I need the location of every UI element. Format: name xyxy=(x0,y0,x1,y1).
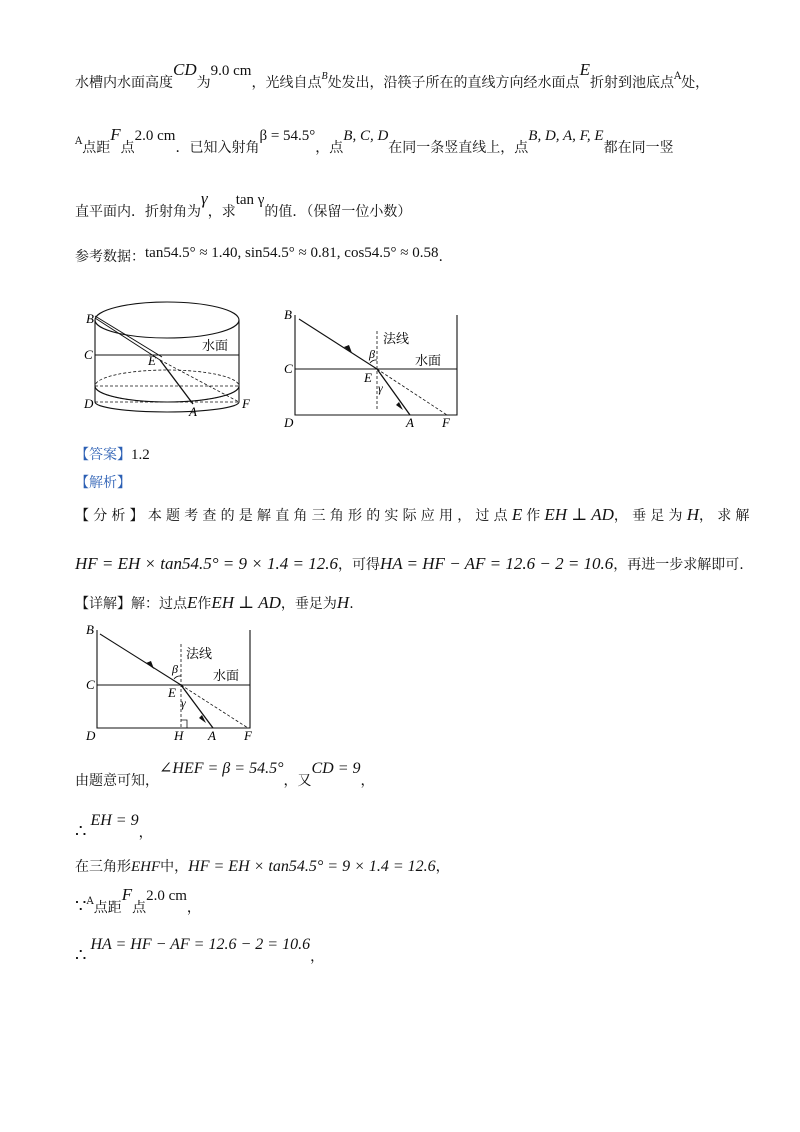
label-e: E xyxy=(364,370,372,385)
math: E xyxy=(187,593,198,612)
math: 2.0 cm xyxy=(134,128,176,144)
therefore-symbol: ∴ xyxy=(75,945,87,966)
math: EH = 9 xyxy=(90,812,139,829)
math: B xyxy=(321,71,328,82)
text: . xyxy=(438,249,443,265)
text: ， xyxy=(186,900,201,916)
label-water: 水面 xyxy=(202,338,229,353)
math: A xyxy=(75,136,83,147)
cross-section-figure xyxy=(282,305,467,435)
label-b: B xyxy=(284,307,292,322)
answer-value: 1.2 xyxy=(131,447,150,463)
text: ，垂足为 xyxy=(280,596,337,612)
math: EH ⊥ AD xyxy=(544,505,614,524)
detail-step-2 xyxy=(75,812,153,843)
math: HF = EH × tan54.5° = 9 × 1.4 = 12.6 xyxy=(75,554,338,573)
text: 点距 xyxy=(93,900,122,916)
text: 点 xyxy=(120,140,135,156)
label-b: B xyxy=(86,622,94,637)
text: ，垂足为 xyxy=(613,508,687,524)
analysis-line xyxy=(75,473,131,493)
text: ，光线自点 xyxy=(251,75,322,91)
text: 点 xyxy=(132,900,147,916)
detail-step-5 xyxy=(75,936,325,967)
math: HA = HF − AF = 12.6 − 2 = 10.6 xyxy=(90,936,311,953)
label-normal: 法线 xyxy=(186,646,213,661)
text: ， xyxy=(435,859,450,875)
detail-step-1 xyxy=(75,760,375,791)
label-f: F xyxy=(244,728,252,743)
text: 解：过点 xyxy=(131,596,187,612)
text: 中， xyxy=(160,859,189,875)
text: ，又 xyxy=(283,773,312,789)
label-a: A xyxy=(189,404,197,419)
text: 处发出，沿筷子所在的直线方向经水面点 xyxy=(327,75,580,91)
text: 直平面内．折射角为 xyxy=(75,204,201,220)
label-a: A xyxy=(208,728,216,743)
math: 2.0 cm xyxy=(146,888,187,904)
text: 点距 xyxy=(82,140,111,156)
label-water: 水面 xyxy=(213,668,240,683)
detail-label: 【详解】 xyxy=(75,596,131,612)
text: 在同一条竖直线上，点 xyxy=(388,140,529,156)
text: . xyxy=(349,596,354,612)
text: 水槽内水面高度 xyxy=(75,75,173,91)
text: ，可得 xyxy=(337,557,380,573)
fenxi-line-2 xyxy=(75,554,744,575)
math: 9.0 cm xyxy=(210,63,252,79)
fenxi-label: 【分析】 xyxy=(75,508,148,524)
text: 本题考查的是解直角三角形的实际应用，过点 xyxy=(147,508,512,524)
math: EH ⊥ AD xyxy=(211,593,281,612)
text: 在三角形 xyxy=(75,859,131,875)
text: 处， xyxy=(681,75,710,91)
text: ， xyxy=(360,773,375,789)
problem-line-2 xyxy=(75,125,674,160)
text: 为 xyxy=(196,75,211,91)
answer-label: 【答案】 xyxy=(75,447,131,463)
reference-data xyxy=(75,247,443,267)
text: 折射到池底点 xyxy=(589,75,674,91)
text: 由题意可知， xyxy=(75,773,159,789)
solution-figure xyxy=(82,622,277,750)
math: B, C, D xyxy=(343,128,389,144)
math: B, D, A, F, E xyxy=(528,128,604,144)
text: 都在同一竖 xyxy=(603,140,674,156)
answer-line xyxy=(75,445,150,465)
text: ，再进一步求解即可. xyxy=(613,557,744,573)
fenxi-line-1 xyxy=(75,505,754,526)
analysis-label: 【解析】 xyxy=(75,475,131,491)
text: 参考数据： xyxy=(75,249,145,265)
label-gamma: γ xyxy=(181,696,186,710)
math: ∠HEF = β = 54.5° xyxy=(159,760,284,777)
label-gamma: γ xyxy=(378,381,383,395)
math: H xyxy=(336,593,350,612)
because-symbol: ∵ xyxy=(75,896,87,917)
label-f: F xyxy=(442,415,450,430)
label-c: C xyxy=(284,361,293,376)
text: ，求 xyxy=(207,204,236,220)
math: tan54.5° ≈ 1.40, sin54.5° ≈ 0.81, cos54.5° ≈ 0.58 xyxy=(145,245,439,261)
label-d: D xyxy=(84,396,94,411)
text: ， xyxy=(310,949,325,965)
math: CD xyxy=(173,60,197,79)
text: 作 xyxy=(197,596,212,612)
label-d: D xyxy=(86,728,96,743)
cylinder-figure xyxy=(80,290,255,430)
text: 的值．（保留一位小数） xyxy=(264,204,412,220)
math: H xyxy=(686,505,700,524)
problem-line-3 xyxy=(75,189,412,222)
label-e: E xyxy=(148,353,156,368)
text: ，点 xyxy=(315,140,344,156)
label-water: 水面 xyxy=(415,353,442,368)
math: E xyxy=(511,505,523,524)
detail-step-3 xyxy=(75,857,450,877)
label-normal: 法线 xyxy=(383,331,410,346)
math: A xyxy=(673,71,682,82)
label-c: C xyxy=(86,677,95,692)
math: CD = 9 xyxy=(311,760,361,777)
math: E xyxy=(579,60,590,79)
label-a: A xyxy=(406,415,414,430)
math: F xyxy=(110,125,121,144)
label-f: F xyxy=(242,396,250,411)
text: ， xyxy=(138,825,153,841)
math: F xyxy=(121,885,133,904)
problem-line-1 xyxy=(75,60,710,95)
label-d: D xyxy=(284,415,294,430)
math: β = 54.5° xyxy=(259,128,316,144)
detail-line-1 xyxy=(75,593,354,614)
label-beta: β xyxy=(172,662,178,676)
math: HF = EH × tan54.5° = 9 × 1.4 = 12.6 xyxy=(188,858,436,875)
math: tan γ xyxy=(235,192,265,208)
math: EHF xyxy=(131,859,161,875)
math: A xyxy=(86,896,94,907)
label-e: E xyxy=(168,685,176,700)
label-c: C xyxy=(84,347,93,362)
label-beta: β xyxy=(369,347,375,361)
detail-step-4 xyxy=(75,885,201,920)
text: 作 xyxy=(526,508,545,524)
therefore-symbol: ∴ xyxy=(75,821,87,842)
text: ，求解 xyxy=(699,508,754,524)
text: ．已知入射角 xyxy=(175,140,260,156)
math: HA = HF − AF = 12.6 − 2 = 10.6 xyxy=(379,554,614,573)
label-b: B xyxy=(86,311,94,326)
label-h: H xyxy=(174,728,184,743)
math: γ xyxy=(201,189,208,208)
